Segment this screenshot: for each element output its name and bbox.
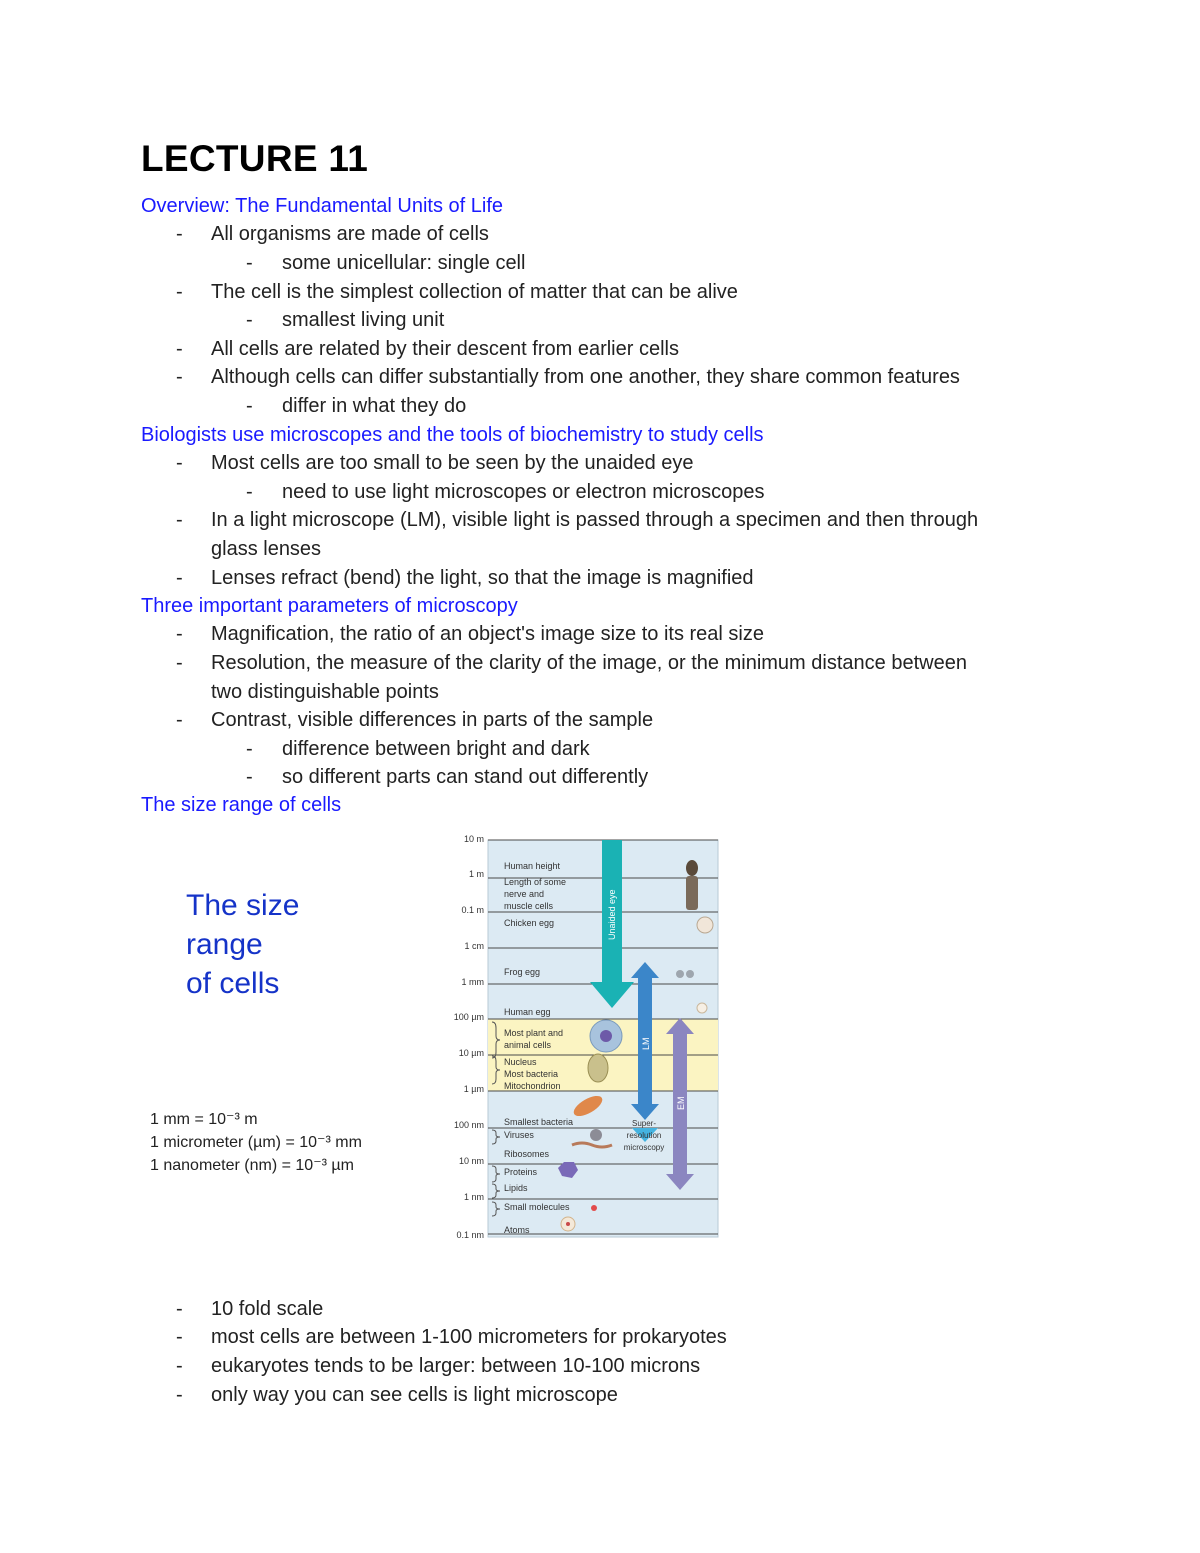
item-label: Mitochondrion	[504, 1081, 561, 1091]
em-label: EM	[676, 1096, 686, 1110]
sub-bullet-item: difference between bright and dark	[282, 738, 590, 760]
item-label: muscle cells	[504, 901, 554, 911]
super-label: resolution	[626, 1131, 662, 1140]
unit-conversions	[150, 1108, 362, 1177]
bullet-dash: -	[176, 623, 183, 645]
bullet-item: 10 fold scale	[211, 1298, 324, 1320]
bullet-item: Most cells are too small to be seen by the unaided eye	[211, 452, 694, 474]
bullet-dash: -	[246, 766, 253, 788]
scale-label: 1 µm	[463, 1084, 484, 1094]
item-label: animal cells	[504, 1040, 552, 1050]
bullet-item: Resolution, the measure of the clarity of the image, or the minimum distance between	[211, 652, 967, 674]
scale-label: 10 µm	[458, 1048, 484, 1058]
scale-label: 10 m	[463, 834, 484, 844]
sub-bullet-item: differ in what they do	[282, 395, 467, 417]
figure-title-line: range	[186, 928, 263, 961]
bullet-dash: -	[176, 1355, 183, 1377]
bullet-dash: -	[246, 481, 253, 503]
scale-label: 0.1 nm	[456, 1230, 484, 1240]
bullet-dash: -	[176, 1384, 183, 1406]
bullet-item: Magnification, the ratio of an object's image size to its real size	[211, 623, 764, 645]
sub-bullet-item: some unicellular: single cell	[282, 252, 526, 274]
item-label: Proteins	[504, 1167, 538, 1177]
scale-label: 100 nm	[453, 1120, 484, 1130]
bullet-item: most cells are between 1-100 micrometers for prokaryotes	[211, 1326, 727, 1348]
bullet-dash: -	[176, 452, 183, 474]
bullet-item: Lenses refract (bend) the light, so that the image is magnified	[211, 567, 754, 589]
item-label: Most bacteria	[504, 1069, 559, 1079]
scale-label: 0.1 m	[461, 905, 484, 915]
item-label: Frog egg	[504, 967, 541, 977]
bullet-dash: -	[246, 738, 253, 760]
figure-title-line: The size	[186, 889, 300, 922]
bullet-item: The cell is the simplest collection of matter that can be alive	[211, 281, 738, 303]
bullet-item: All cells are related by their descent from earlier cells	[211, 338, 679, 360]
item-label: Lipids	[504, 1183, 528, 1193]
bullet-dash: -	[176, 281, 183, 303]
item-label: Ribosomes	[504, 1149, 550, 1159]
unit-line: 1 mm = 10⁻³ m	[150, 1111, 258, 1128]
size-scale-diagram	[440, 828, 730, 1243]
bullet-item: All organisms are made of cells	[211, 223, 489, 245]
figure-title-line: of cells	[186, 967, 280, 1000]
unit-line: 1 micrometer (µm) = 10⁻³ mm	[150, 1134, 362, 1151]
bullet-dash: -	[176, 652, 183, 674]
section-heading: Three important parameters of microscopy	[141, 595, 518, 617]
item-label: Small molecules	[504, 1202, 570, 1212]
scale-label: 1 mm	[461, 977, 484, 987]
item-label: Chicken egg	[504, 918, 555, 928]
bullet-item: Contrast, visible differences in parts of the sample	[211, 709, 654, 731]
item-label: Most plant and	[504, 1028, 564, 1038]
section-heading: Biologists use microscopes and the tools of biochemistry to study cells	[141, 424, 764, 446]
bullet-dash: -	[176, 366, 183, 388]
bullet-dash: -	[246, 252, 253, 274]
super-label: Super-	[631, 1119, 657, 1128]
lm-label: LM	[641, 1037, 651, 1050]
scale-label: 1 nm	[463, 1192, 484, 1202]
figure-title	[186, 886, 299, 1003]
item-label: Viruses	[504, 1130, 534, 1140]
bullet-dash: -	[176, 223, 183, 245]
item-label: Human egg	[504, 1007, 551, 1017]
bullet-dash: -	[176, 338, 183, 360]
unit-line: 1 nanometer (nm) = 10⁻³ µm	[150, 1157, 354, 1174]
sub-bullet-item: need to use light microscopes or electron microscopes	[282, 481, 765, 503]
unaided-eye-label: Unaided eye	[607, 889, 617, 940]
bullet-item: In a light microscope (LM), visible light is passed through a specimen and then through	[211, 509, 979, 531]
item-label: Atoms	[504, 1225, 530, 1235]
bullet-dash: -	[246, 395, 253, 417]
bullet-item-continuation: two distinguishable points	[211, 681, 439, 703]
bullet-dash: -	[176, 1326, 183, 1348]
sub-bullet-item: so different parts can stand out differently	[282, 766, 649, 788]
section-heading: Overview: The Fundamental Units of Life	[141, 195, 504, 217]
scale-label: 10 nm	[458, 1156, 484, 1166]
scale-label: 1 cm	[464, 941, 484, 951]
bullet-dash: -	[246, 309, 253, 331]
scale-label: 100 µm	[453, 1012, 484, 1022]
bullet-dash: -	[176, 1298, 183, 1320]
page-title: LECTURE 11	[141, 138, 369, 179]
super-label: microscopy	[623, 1143, 665, 1152]
bullet-item-continuation: glass lenses	[211, 538, 322, 560]
bullet-item: only way you can see cells is light microscope	[211, 1384, 618, 1406]
scale-label: 1 m	[468, 869, 484, 879]
item-label: Nucleus	[504, 1057, 537, 1067]
item-label: nerve and	[504, 889, 545, 899]
sub-bullet-item: smallest living unit	[282, 309, 445, 331]
bullet-item: Although cells can differ substantially from one another, they share common features	[211, 366, 960, 388]
item-label: Length of some	[504, 877, 567, 887]
section-heading: The size range of cells	[141, 794, 342, 816]
bullet-dash: -	[176, 567, 183, 589]
item-label: Smallest bacteria	[504, 1117, 574, 1127]
scale-labels	[454, 834, 484, 1240]
bullet-dash: -	[176, 509, 183, 531]
bullet-dash: -	[176, 709, 183, 731]
bullet-item: eukaryotes tends to be larger: between 10-100 microns	[211, 1355, 701, 1377]
item-label: Human height	[504, 861, 561, 871]
